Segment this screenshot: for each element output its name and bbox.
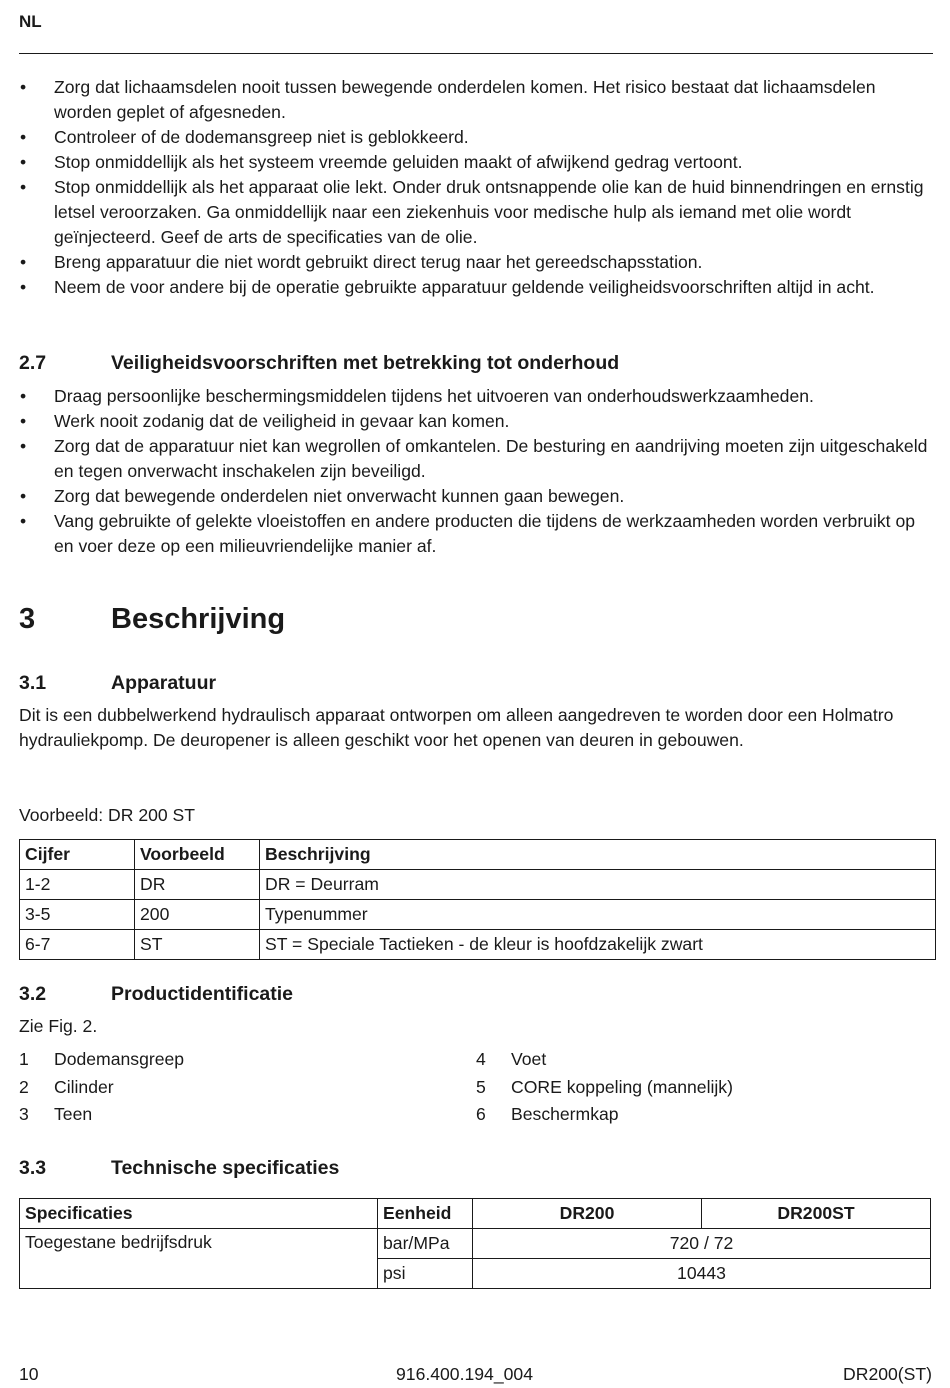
part-label: Beschermkap [511,1104,619,1124]
table-header: DR200ST [702,1199,931,1229]
section-title: Veiligheidsvoorschriften met betrekking tot onderhoud [111,352,620,374]
table-cell: ST = Speciale Tactieken - de kleur is hoofdzakelijk zwart [260,930,936,960]
table-cell: 720 / 72 [473,1229,931,1259]
language-code: NL [19,12,42,31]
table-cell: 6-7 [20,930,135,960]
part-label: Dodemansgreep [54,1049,185,1069]
list-item: • Zorg dat de apparatuur niet kan wegrollen of omkantelen. De besturing en aandrijving moeten zijn uitgeschakeld en tegen onverwacht inschakelen zijn beveiligd. [19,434,933,484]
table-header: Specificaties [20,1199,378,1229]
table-header-row [20,1199,931,1229]
equipment-description: Dit is een dubbelwerkend hydraulisch apparaat ontworpen om alleen aangedreven te worden door een Holmatro hydrauliekpomp. De deuropener is alleen geschikt voor het openen van deuren in gebouwen. [19,705,894,750]
table-row [20,1229,931,1259]
part-number: 1 [19,1049,29,1069]
section-number: 3.1 [19,672,47,694]
part-number: 3 [19,1104,29,1124]
chapter-number: 3 [19,603,36,635]
section-number: 3.2 [19,983,47,1005]
part-number: 5 [476,1077,486,1097]
maintenance-list [19,384,933,559]
list-item: • Stop onmiddellijk als het apparaat olie lekt. Onder druk ontsnappende olie kan de huid binnendringen en ernstig letsel veroorzaken. Ga onmiddellijk naar een ziekenhuis voor medische hulp als iemand met olie wordt geïnjecteerd. Geef de arts de specificaties van de olie. [19,175,933,250]
table-cell: 200 [135,900,260,930]
table-cell: Toegestane bedrijfsdruk [20,1229,378,1289]
figure-reference: Zie Fig. 2. [19,1016,98,1036]
section-number: 3.3 [19,1157,47,1179]
section-title: Productidentificatie [111,983,294,1005]
table-row [20,900,936,930]
table-cell: 1-2 [20,870,135,900]
table-cell: 10443 [473,1259,931,1289]
part-label: Voet [511,1049,547,1069]
table-cell: 3-5 [20,900,135,930]
list-item: • Breng apparatuur die niet wordt gebruikt direct terug naar het gereedschapsstation. [19,250,933,275]
list-item: • Stop onmiddellijk als het systeem vreemde geluiden maakt of afwijkend gedrag vertoont. [19,150,933,175]
part-label: Cilinder [54,1077,114,1097]
section-title: Technische specificaties [111,1157,340,1179]
part-number: 4 [476,1049,486,1069]
table-cell: DR = Deurram [260,870,936,900]
table-header: DR200 [473,1199,702,1229]
example-label: Voorbeeld: DR 200 ST [19,805,196,825]
section-title: Apparatuur [111,672,217,694]
part-label: Teen [54,1104,93,1124]
table-cell: ST [135,930,260,960]
table-row [20,870,936,900]
model-name: DR200(ST) [843,1364,932,1384]
table-header: Voorbeeld [135,840,260,870]
table-cell: psi [378,1259,473,1289]
table-row [20,930,936,960]
header-rule [19,53,933,54]
table-header: Beschrijving [260,840,936,870]
list-item: • Draag persoonlijke beschermingsmiddelen tijdens het uitvoeren van onderhoudswerkzaamheden. [19,384,933,409]
section-number: 2.7 [19,352,47,374]
table-header-row [20,840,936,870]
chapter-title: Beschrijving [111,603,286,635]
table-header: Eenheid [378,1199,473,1229]
list-item: • Vang gebruikte of gelekte vloeistoffen en andere producten die tijdens de werkzaamheden worden verbruikt op en voer deze op een milieuvriendelijke manier af. [19,509,933,559]
list-item: • Neem de voor andere bij de operatie gebruikte apparatuur geldende veiligheidsvoorschriften altijd in acht. [19,275,933,300]
product-parts-list [19,1045,933,1129]
list-item: • Controleer of de dodemansgreep niet is geblokkeerd. [19,125,933,150]
table-cell: Typenummer [260,900,936,930]
list-item: • Werk nooit zodanig dat de veiligheid in gevaar kan komen. [19,409,933,434]
technical-specifications-table [19,1198,931,1289]
list-item: • Zorg dat bewegende onderdelen niet onverwacht kunnen gaan bewegen. [19,484,933,509]
part-number: 6 [476,1104,486,1124]
list-item: • Zorg dat lichaamsdelen nooit tussen bewegende onderdelen komen. Het risico bestaat dat lichaamsdelen worden geplet of afgesneden. [19,75,933,125]
table-header: Cijfer [20,840,135,870]
document-number: 916.400.194_004 [396,1364,533,1384]
type-code-table [19,839,936,960]
page-number: 10 [19,1364,39,1384]
part-label: CORE koppeling (mannelijk) [511,1077,733,1097]
table-cell: bar/MPa [378,1229,473,1259]
part-number: 2 [19,1077,29,1097]
safety-list [19,75,933,300]
table-cell: DR [135,870,260,900]
